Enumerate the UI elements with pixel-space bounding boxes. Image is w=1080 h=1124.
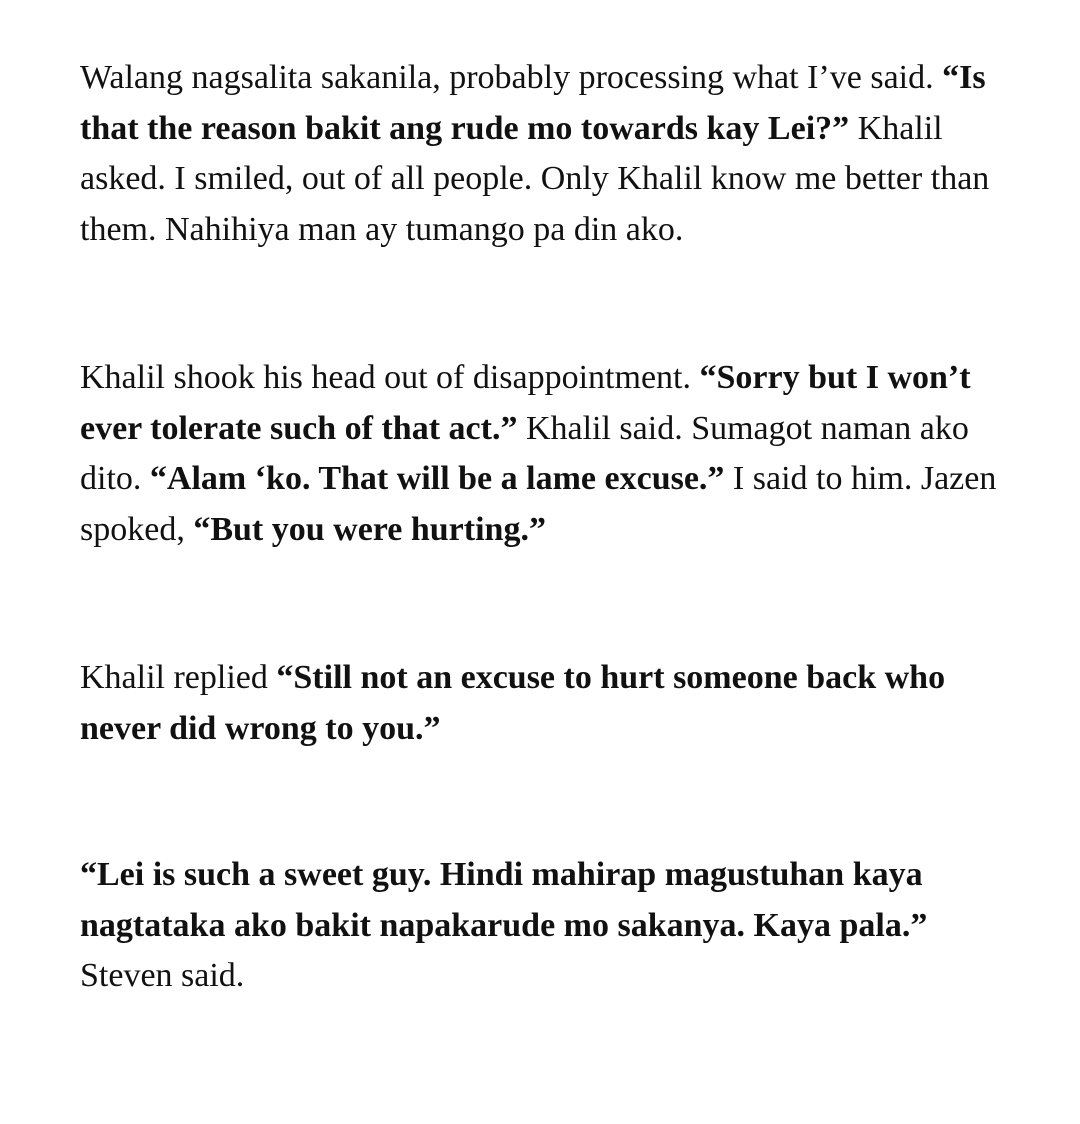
dialogue-quote: “Lei is such a sweet guy. Hindi mahirap magustuhan kaya nagtataka ako bakit napakarude mo sakanya. Kaya pala.” — [80, 856, 928, 944]
narration-text: Walang nagsalita sakanila, probably processing what I’ve said. — [80, 59, 943, 96]
dialogue-quote: “Still not an excuse to hurt someone back who never did wrong to you.” — [80, 659, 946, 747]
dialogue-quote: “Alam ‘ko. That will be a lame excuse.” — [149, 460, 725, 497]
dialogue-quote: “Sorry but I won’t ever tolerate such of that act.” — [80, 359, 971, 447]
paragraph-3 — [80, 653, 1005, 754]
narration-text: Khalil replied — [80, 659, 277, 696]
paragraph-1 — [80, 53, 1005, 255]
narration-text: Khalil shook his head out of disappointment. — [80, 359, 700, 396]
narration-text: Khalil asked. I smiled, out of all people. Only Khalil know me better than them. Nahihiya man ay tumango pa din ako. — [80, 109, 990, 248]
document-page — [80, 53, 1005, 1002]
dialogue-quote: “Is that the reason bakit ang rude mo towards kay Lei?” — [80, 59, 986, 147]
narration-text: I said to him. Jazen spoked, — [80, 460, 997, 548]
paragraph-2 — [80, 353, 1005, 555]
narration-text: Khalil said. Sumagot naman ako dito. — [80, 409, 969, 497]
paragraph-4 — [80, 850, 1005, 1002]
dialogue-quote: “But you were hurting.” — [193, 510, 546, 548]
narration-text: Steven said. — [80, 957, 245, 994]
